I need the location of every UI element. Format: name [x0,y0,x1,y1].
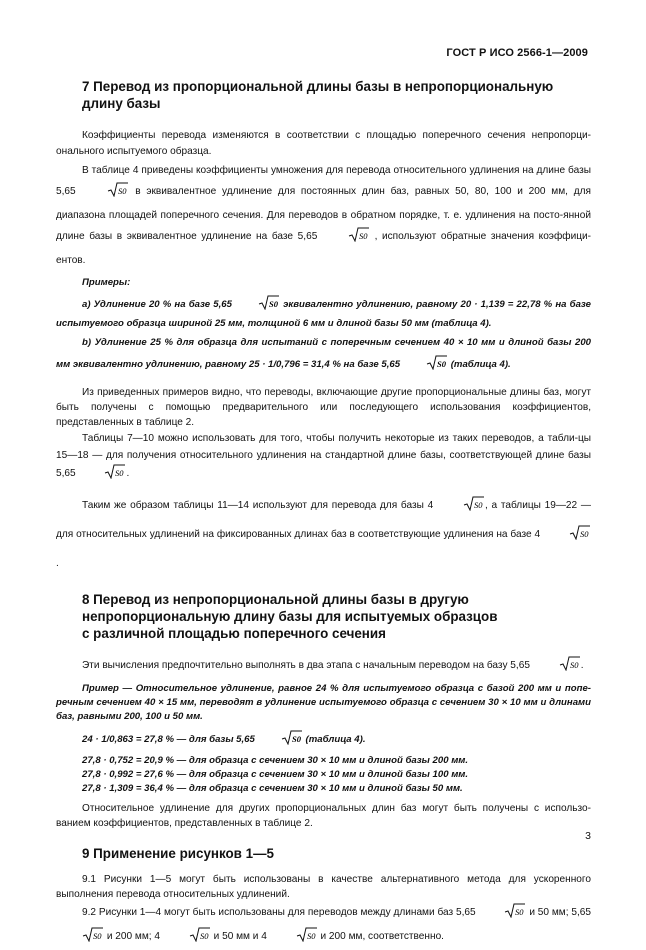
sqrt-s0-icon [533,656,581,678]
sqrt-s0-icon [78,464,126,485]
sqrt-s0-icon [543,525,591,551]
s8-p1-text-b: . [580,660,584,671]
calc1-text-a: 24 · 1/0,863 = 27,8 % — для базы 5,65 [82,734,255,745]
svg-text:S0: S0 [569,660,579,670]
svg-text:S0: S0 [580,529,589,539]
sqrt-s0-icon [255,730,303,751]
section-8-paragraph-2: Относительное удлинение для других пропорциональных длин баз могут быть получены с использо-ванием коэффициентов, представленных в таблице 2. [56,803,591,829]
sqrt-s0-icon [56,927,104,950]
s7-p5-text-b: , а таблицы 19—22 — для относительных удлинений на фиксированных длинах баз в соответствующие удлинения на базе 4 [56,500,591,540]
calc-line-1 [56,730,591,751]
svg-text:S0: S0 [358,231,368,241]
section-7-title-line1: 7 Перевод из пропорциональной длины базы в непропорциональную [82,79,554,94]
svg-text:S0: S0 [437,359,447,369]
section-7-title [56,78,591,112]
calc-line-2: 27,8 · 0,752 = 20,9 % — для образца с сечением 30 × 10 мм и длиной базы 200 мм. [82,755,469,766]
sqrt-s0-icon [270,927,318,950]
s7-p5-text-c: . [56,558,59,569]
sqrt-s0-icon [81,182,129,205]
calc1-text-b: (таблица 4). [305,734,366,745]
s9-p2-text-d: и 50 мм и 4 [213,931,267,942]
calc-line-4: 27,8 · 1,309 = 36,4 % — для образца с сечением 30 × 10 мм и длиной базы 50 мм. [82,783,463,794]
svg-text:S0: S0 [93,931,102,941]
svg-text:S0: S0 [473,500,483,510]
section-7-paragraph-4 [56,430,591,485]
svg-text:S0: S0 [291,734,301,744]
section-8-paragraph-1 [56,656,591,678]
s7-p4-text-b: . [126,468,130,479]
standard-header: ГОСТ Р ИСО 2566-1—2009 [446,47,588,59]
example-b-text-2: (таблица 4). [450,359,511,370]
example-b-text-1: b) Удлинение 25 % для образца для испытаний с поперечным сечением 40 × 10 мм и длиной базы 200 мм эквивалентно удлинению, равному 25 · 1/0,796 = 31,4 % на базе 5,65 [56,337,591,370]
sqrt-s0-icon [322,227,370,250]
section-8-title-line1: 8 Перевод из непропорциональной длины базы в другую [82,592,469,607]
svg-text:S0: S0 [515,907,524,917]
section-7-paragraph-5 [56,493,591,577]
section-7-paragraph-2 [56,160,591,271]
sqrt-s0-icon [163,927,211,950]
sqrt-s0-icon [437,496,485,522]
sqrt-s0-icon [232,295,280,316]
s9-p2-text-a: 9.2 Рисунки 1—4 могут быть использованы для переводов между длинами баз 5,65 [82,907,476,918]
examples-label: Примеры: [82,277,131,288]
example-a-text-1: а) Удлинение 20 % на базе 5,65 [82,299,232,310]
page-number: 3 [585,830,591,842]
s8-p1-text-a: Эти вычисления предпочтительно выполнять в два этапа с начальным переводом на базу 5,65 [82,660,530,671]
section-9-title: 9 Применение рисунков 1—5 [82,846,274,861]
section-7-title-line2: длину базы [82,96,161,111]
s9-p2-text-e: и 200 мм, соответственно. [320,931,444,942]
example-a-text-2: эквивалентно удлинению, равному 20 · 1,139 = 22,78 % на базе испытуемого образца шириной 25 мм, толщиной 6 мм и длиной базы 50 мм (таблица 4). [56,299,592,329]
calc-line-3: 27,8 · 0,992 = 27,6 % — для образца с сечением 30 × 10 мм и длиной базы 100 мм. [82,769,469,780]
s7-p5-text-a: Таким же образом таблицы 11—14 используют для перевода для базы 4 [82,500,434,511]
svg-text:S0: S0 [118,186,127,196]
s7-p4-text-a: Таблицы 7—10 можно использовать для того, чтобы получить некоторые из таких переводов, а табли-цы 15—18 — для получения относительного удлинения на стандартной длине базы, соответствующей длине базы 5,65 [56,433,591,479]
svg-text:S0: S0 [268,299,278,309]
section-9-paragraph-1: 9.1 Рисунки 1—5 могут быть использованы в качестве альтернативного метода для ускоренного выполнения перевода относительных удлинений. [56,874,591,900]
section-9-paragraph-2 [56,902,591,950]
svg-text:S0: S0 [199,931,209,941]
section-8-example: Пример — Относительное удлинение, равное 24 % для испытуемого образца с базой 200 мм и попе-речным сечением 40 × 15 мм, переводят в удлинение испытуемого образца с сечением 30 × 10 мм и длинами баз, равными 200, 100 и 50 мм. [56,683,591,722]
sqrt-s0-icon [400,355,448,379]
s7-p2-text-b: в эквивалентное удлинение для постоянных длин баз, равных 50, 80, 100 и 200 мм, для диапазона площадей поперечного сечения. Для переводов в обратном порядке, т. е. удлинения на посто-янной длине базы в эквивалентное удлинение на базе 5,65 [56,186,591,242]
example-a [56,295,591,332]
s7-p2-text-c: , используют обратные значения коэффици-ентов. [56,231,591,266]
sqrt-s0-icon [478,903,526,926]
svg-text:S0: S0 [115,468,124,478]
section-8-title-line3: с различной площадью поперечного сечения [82,626,386,641]
section-8-title [56,591,591,642]
example-b [56,332,591,379]
section-8-title-line2: непропорциональную длину базы для испытуемых образцов [82,609,498,624]
section-7-paragraph-1: Коэффициенты перевода изменяются в соответствии с площадью поперечного сечения непропорци-онального испытуемого образца. [56,130,591,157]
s9-p2-text-b: и 50 мм; 5,65 [529,907,592,918]
svg-text:S0: S0 [306,931,316,941]
page-content [56,78,591,950]
s7-p2-text-a: В таблице 4 приведены коэффициенты умножения для перевода относительного удлинения на длине базы 5,65 [56,165,591,197]
section-7-paragraph-3: Из приведенных примеров видно, что переводы, включающие другие пропорциональные длины баз, могут быть получены с помощью предварительного или последующего использования коэффициентов, представленных в таблице 2. [56,387,591,428]
s9-p2-text-c: и 200 мм; 4 [106,931,161,942]
